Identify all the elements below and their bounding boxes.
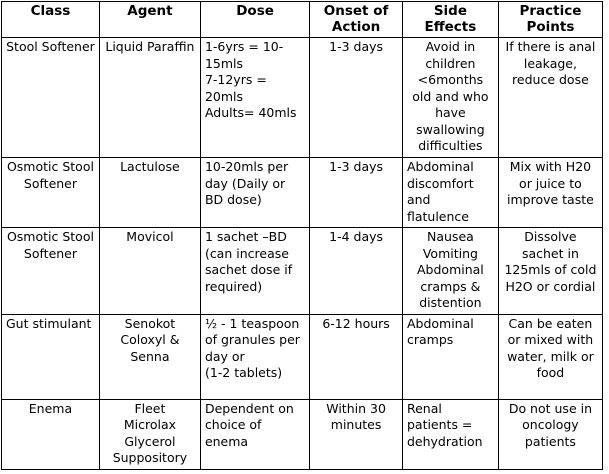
cell-onset: 1-3 days [310,158,403,228]
cell-class: Osmotic Stool Softener [2,158,100,228]
header-onset: Onset of Action [310,2,403,38]
cell-agent: Liquid Paraffin [99,38,200,158]
cell-class: Gut stimulant [2,314,100,399]
cell-dose: Dependent on choice of enema [200,399,309,469]
table-row [2,399,603,469]
cell-agent: Fleet Microlax Glycerol Suppository [99,399,200,469]
cell-side-effects: Abdominal discomfort and flatulence [402,158,498,228]
laxatives-table [1,1,603,470]
cell-dose: 1-6yrs = 10-15mls 7-12yrs = 20mls Adults= 40mls [200,38,309,158]
header-agent: Agent [99,2,200,38]
cell-agent: Senokot Coloxyl & Senna [99,314,200,399]
header-row [2,2,603,38]
header-dose: Dose [200,2,309,38]
cell-agent: Lactulose [99,158,200,228]
cell-side-effects: Avoid in children <6months old and who have swallowing difficulties [402,38,498,158]
cell-practice-points: If there is anal leakage, reduce dose [498,38,602,158]
cell-dose: 1 sachet –BD (can increase sachet dose if required) [200,228,309,315]
cell-side-effects: Nausea Vomiting Abdominal cramps & distention [402,228,498,315]
cell-dose: ½ - 1 teaspoon of granules per day or (1-2 tablets) [200,314,309,399]
header-side-effects: Side Effects [402,2,498,38]
cell-class: Osmotic Stool Softener [2,228,100,315]
cell-side-effects: Renal patients = dehydration [402,399,498,469]
cell-onset: Within 30 minutes [310,399,403,469]
cell-onset: 1-4 days [310,228,403,315]
cell-practice-points: Can be eaten or mixed with water, milk or food [498,314,602,399]
cell-agent: Movicol [99,228,200,315]
table-row [2,228,603,315]
cell-onset: 1-3 days [310,38,403,158]
cell-practice-points: Mix with H20 or juice to improve taste [498,158,602,228]
header-class: Class [2,2,100,38]
table-row [2,38,603,158]
table-row [2,158,603,228]
cell-practice-points: Dissolve sachet in 125mls of cold H2O or cordial [498,228,602,315]
cell-practice-points: Do not use in oncology patients [498,399,602,469]
cell-class: Stool Softener [2,38,100,158]
header-practice-points: Practice Points [498,2,602,38]
table-row [2,314,603,399]
cell-class: Enema [2,399,100,469]
cell-onset: 6-12 hours [310,314,403,399]
cell-dose: 10-20mls per day (Daily or BD dose) [200,158,309,228]
cell-side-effects: Abdominal cramps [402,314,498,399]
